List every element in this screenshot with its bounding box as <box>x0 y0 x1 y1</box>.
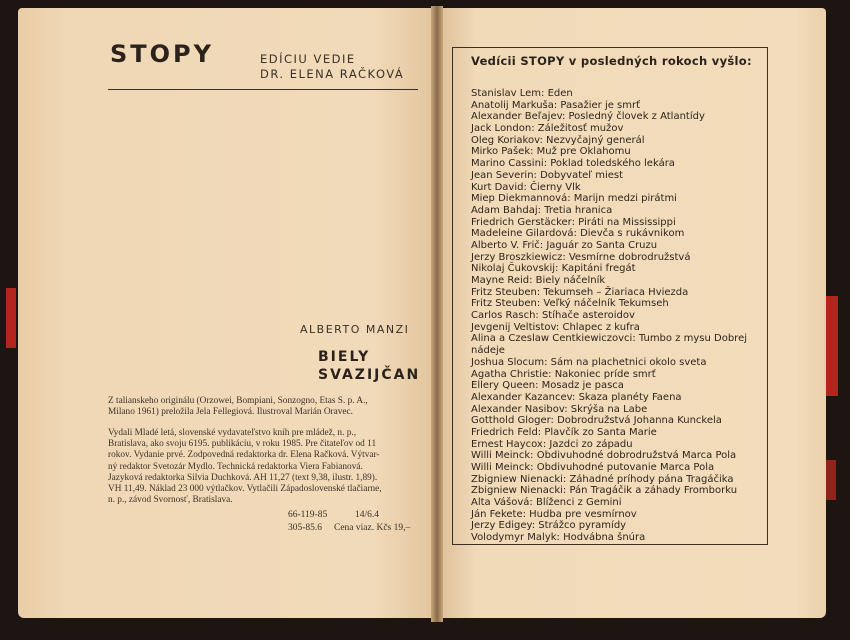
list-item: Alina a Czeslaw Centkiewiczovci: Tumbo z mysu Dobrej <box>471 333 748 345</box>
list-item: Alexander Nasibov: Skrýša na Labe <box>471 403 648 415</box>
list-item: Zbigniew Nienacki: Záhadné príhody pána Tragáčika <box>471 473 734 485</box>
imprint-line: Jazyková redaktorka Silvia Duchková. AH 11,27 (text 9,38, ilustr. 1,89). <box>108 472 378 483</box>
list-item: Fritz Steuben: Veľký náčelník Tekumseh <box>471 298 669 310</box>
list-item: Madeleine Gilardová: Dievča s rukávnikom <box>471 228 685 240</box>
header-rule <box>108 89 418 90</box>
imprint-translation <box>108 396 420 418</box>
list-item: Alberto V. Frič: Jaguár zo Santa Cruzu <box>471 239 658 251</box>
imprint-line: Vydali Mladé letá, slovenské vydavateľstvo kníh pre mládež, n. p., <box>108 428 357 438</box>
list-item: Oleg Koriakov: Nezvyčajný generál <box>471 134 645 146</box>
editor-line-1: EDÍCIU VEDIE <box>260 52 356 66</box>
list-item: Jevgenij Veltistov: Chlapec z kufra <box>471 321 640 333</box>
list-item: Nikolaj Čukovskij: Kapitáni fregát <box>471 263 636 275</box>
book-title-line-2: SVAZIJČAN <box>318 367 421 383</box>
list-item: Jerzy Broszkiewicz: Vesmírne dobrodružstvá <box>471 251 691 263</box>
imprint-line: VH 11,49. Náklad 23 000 výtlačkov. Vytlačili Západoslovenské tlačiarne, <box>108 484 382 495</box>
list-item: Ellery Queen: Mosadz je pasca <box>471 380 624 392</box>
list-item: Ján Fekete: Hudba pre vesmírnov <box>471 508 637 520</box>
list-item: Ernest Haycox: Jazdci zo západu <box>471 438 633 450</box>
list-item: Stanislav Lem: Eden <box>471 88 573 99</box>
book-title-line-1: BIELY <box>318 349 371 365</box>
list-item: Jack London: Záležitosť mužov <box>471 123 624 135</box>
list-item: Anatolij Markuša: Pasažier je smrť <box>471 99 641 111</box>
list-item: Joshua Slocum: Sám na plachetnici okolo sveta <box>471 356 707 368</box>
cover-edge-right-lower <box>826 460 836 500</box>
list-item: Adam Bahdaj: Tretia hranica <box>471 204 613 216</box>
list-item: Agatha Christie: Nakoniec príde smrť <box>471 368 656 380</box>
list-item: Mayne Reid: Biely náčelník <box>471 275 606 286</box>
list-item: Friedrich Feld: Plavčík zo Santa Marie <box>471 426 657 438</box>
cover-edge-left <box>6 288 16 348</box>
list-item: Miep Diekmannová: Marijn medzi pirátmi <box>471 193 677 205</box>
list-item: Gotthold Gloger: Dobrodružstvá Johanna Kunckela <box>471 415 722 427</box>
catalog-number-2: 14/6.4 <box>355 510 380 520</box>
imprint-line: rokov. Vydanie prvé. Zodpovedná redaktorka dr. Elena Račková. Výtvar- <box>108 450 380 461</box>
list-item: Alexander Beľajev: Posledný človek z Atlantídy <box>471 111 705 123</box>
cover-edge-right <box>826 296 838 396</box>
price: Cena viaz. Kčs 19,– <box>334 523 411 533</box>
book-spine <box>431 6 443 622</box>
series-title: STOPY <box>110 40 215 68</box>
list-item: Alexander Kazancev: Skaza planéty Faena <box>471 391 682 403</box>
imprint-line: Bratislava, ako svoju 6195. publikáciu, v roku 1985. Pre čitateľov od 11 <box>108 439 377 450</box>
list-item: Friedrich Gerstäcker: Piráti na Mississippi <box>471 216 676 228</box>
list-item: Carlos Rasch: Stíhače asteroidov <box>471 310 635 322</box>
list-item: Jerzy Edigey: Strážco pyramídy <box>471 520 627 532</box>
list-item: nádeje <box>471 345 505 357</box>
list-item: Willi Meinck: Obdivuhodné putovanie Marca Pola <box>471 462 715 473</box>
imprint-publication <box>108 428 420 506</box>
list-item: Zbigniew Nienacki: Pán Tragáčik a záhady Fromborku <box>471 485 738 497</box>
list-item: Marino Cassini: Poklad toledského lekára <box>471 158 675 170</box>
imprint-line: n. p., závod Svornosť, Bratislava. <box>108 495 233 506</box>
list-item: Alta Vášová: Blíženci z Gemini <box>471 497 622 509</box>
list-item: Volodymyr Malyk: Hodvábna šnúra <box>471 532 646 544</box>
published-books-list <box>471 88 747 544</box>
imprint-line: Z talianskeho originálu (Orzowei, Bompiani, Sonzogno, Etas S. p. A., <box>108 396 368 406</box>
editor-line-2: DR. ELENA RAČKOVÁ <box>260 67 405 81</box>
imprint-line: Milano 1961) preložila Jela Fellegiová. Ilustroval Marián Oravec. <box>108 407 353 418</box>
catalog-number-3: 305-85.6 <box>288 523 323 533</box>
imprint-line: ný redaktor Svetozár Mydlo. Technická redaktorka Viera Fabianová. <box>108 461 363 472</box>
author-name: ALBERTO MANZI <box>300 323 410 336</box>
list-item: Mirko Pašek: Muž pre Oklahomu <box>471 146 631 158</box>
list-item: Kurt David: Čierny Vlk <box>471 181 581 193</box>
list-item: Willi Meinck: Obdivuhodné dobrodružstvá Marca Pola <box>471 450 737 462</box>
list-heading: Vedícii STOPY v posledných rokoch vyšlo: <box>471 54 752 68</box>
list-item: Jean Severin: Dobyvateľ miest <box>471 169 624 181</box>
list-item: Fritz Steuben: Tekumseh – Žiariaca Hviezda <box>471 286 689 298</box>
catalog-number-1: 66-119-85 <box>288 510 328 520</box>
